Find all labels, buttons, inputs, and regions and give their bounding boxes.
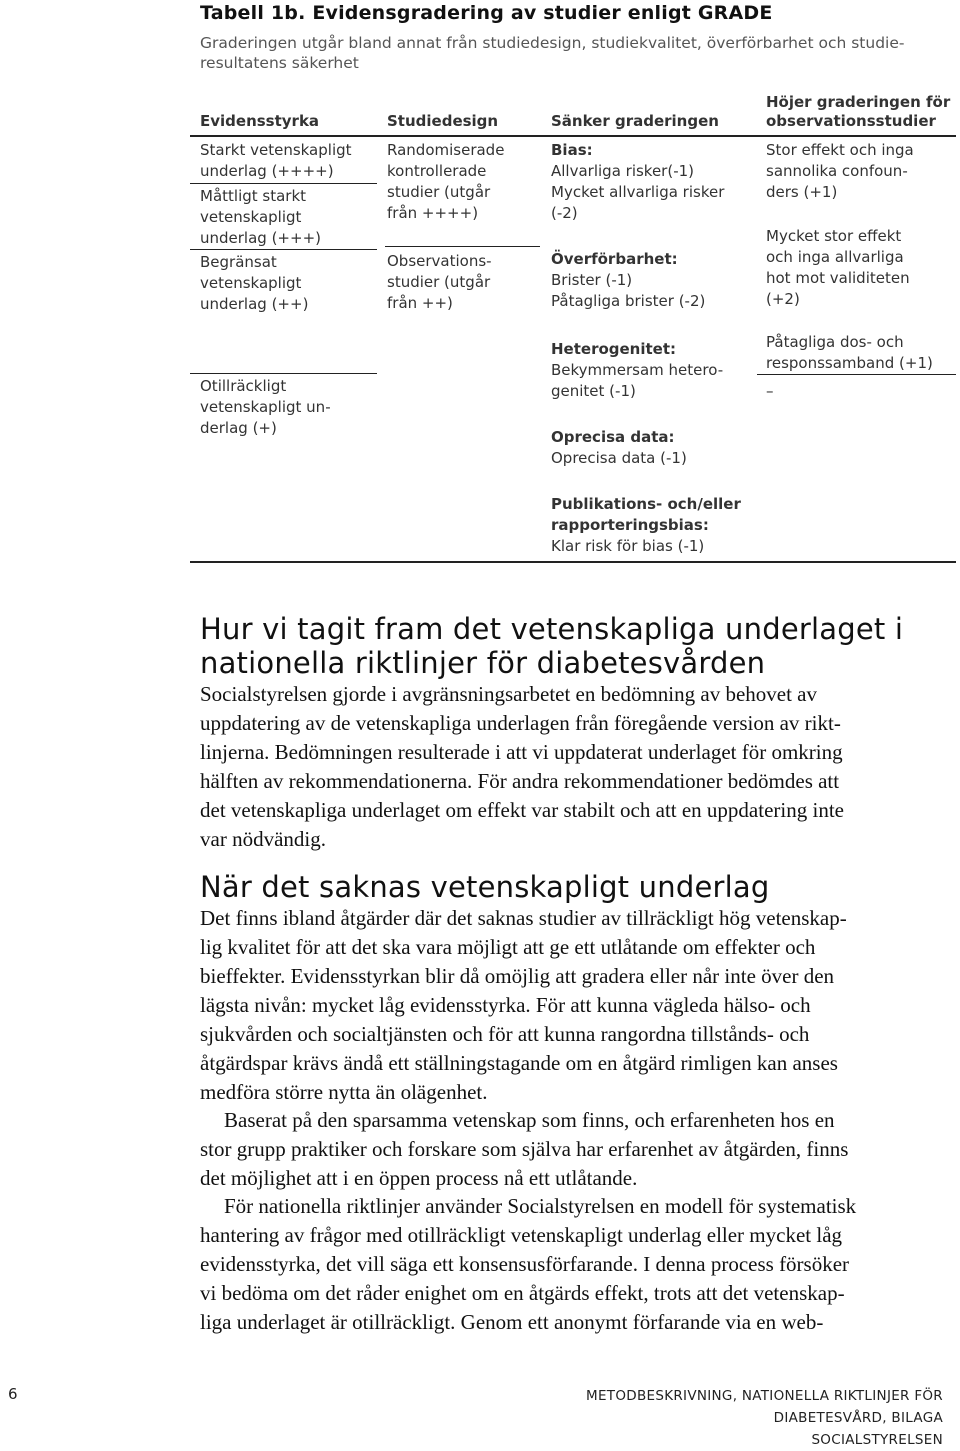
lower-bias-heading: Bias: bbox=[551, 141, 593, 159]
section2-p3-line: vi bedöma om det råder enighet om en åtgärds effekt, trots att det vetenskap- bbox=[200, 1281, 845, 1305]
lower-transferability-heading: Överförbarhet: bbox=[551, 250, 678, 268]
design-randomized-line2: kontrollerade bbox=[387, 162, 487, 180]
lower-publication-line1: Klar risk för bias (-1) bbox=[551, 537, 705, 555]
raise-rule bbox=[757, 374, 956, 375]
lower-heterogeneity-line1: Bekymmersam hetero- bbox=[551, 361, 724, 379]
lower-publication-bias bbox=[551, 494, 741, 557]
section2-p2-line: det möjlighet att i en öppen process nå ett utlåtande. bbox=[200, 1166, 638, 1190]
raise-very-large-line4: (+2) bbox=[766, 290, 800, 308]
design-observational-line2: studier (utgår bbox=[387, 273, 491, 291]
section2-p2-text: Baserat på den sparsamma vetenskap som finns, och erfarenheten hos en bbox=[224, 1108, 835, 1132]
section2-p1-line: lägsta nivån: mycket låg evidensstyrka. För att kunna vägleda hälso- och bbox=[200, 993, 811, 1017]
section2-p2-line bbox=[200, 1106, 945, 1135]
section2-p1-line: sjukvården och socialtjänsten och för att kunna rangordna tillstånds- och bbox=[200, 1022, 810, 1046]
section2-paragraph-3 bbox=[200, 1192, 945, 1337]
lower-bias-line3: (-2) bbox=[551, 204, 578, 222]
section1-heading-line1: Hur vi tagit fram det vetenskapliga underlaget i bbox=[200, 612, 904, 646]
lower-imprecision-line1: Oprecisa data (-1) bbox=[551, 449, 687, 467]
table-title: Tabell 1b. Evidensgradering av studier enligt GRADE bbox=[200, 2, 773, 24]
section2-p1-line: Det finns ibland åtgärder där det saknas studier av tillräckligt hög vetenskap- bbox=[200, 906, 847, 930]
lower-heterogeneity bbox=[551, 339, 723, 402]
header-study-design: Studiedesign bbox=[387, 112, 499, 130]
section1-heading-line2: nationella riktlinjer för diabetesvården bbox=[200, 646, 766, 680]
evidence-insufficient bbox=[200, 376, 331, 439]
footer-line2: SOCIALSTYRELSEN bbox=[811, 1432, 943, 1448]
table-subtitle: Graderingen utgår bland annat från studiedesign, studiekvalitet, överförbarhet och studie-resultatens säkerhet bbox=[200, 34, 905, 72]
lower-bias-line2: Mycket allvarliga risker bbox=[551, 183, 725, 201]
evidence-moderate-line2: vetenskapligt bbox=[200, 208, 302, 226]
lower-heterogeneity-line2: genitet (-1) bbox=[551, 382, 636, 400]
lower-publication-heading2: rapporteringsbias: bbox=[551, 516, 709, 534]
section1-line: var nödvändig. bbox=[200, 827, 326, 851]
raise-dash: – bbox=[766, 382, 774, 400]
raise-very-large-effect bbox=[766, 226, 910, 310]
section2-p1-line: bieffekter. Evidensstyrkan blir då omöjlig att gradera eller når inte över den bbox=[200, 964, 835, 988]
table-bottom-rule bbox=[190, 561, 956, 563]
design-randomized-line3: studier (utgår bbox=[387, 183, 491, 201]
section2-p3-text: För nationella riktlinjer använder Socialstyrelsen en modell för systematisk bbox=[224, 1194, 857, 1218]
raise-very-large-line3: hot mot validiteten bbox=[766, 269, 910, 287]
evidence-moderate-line3: underlag (+++) bbox=[200, 229, 321, 247]
raise-large-line1: Stor effekt och inga bbox=[766, 141, 914, 159]
evidence-rule-1 bbox=[190, 183, 377, 184]
evidence-insufficient-line2: vetenskapligt un- bbox=[200, 398, 331, 416]
raise-large-effect bbox=[766, 140, 914, 203]
lower-heterogeneity-heading: Heterogenitet: bbox=[551, 340, 677, 358]
section1-line: hälften av rekommendationerna. För andra rekommendationer bedömdes att bbox=[200, 769, 840, 793]
lower-bias bbox=[551, 140, 724, 224]
evidence-strong-line2: underlag (++++) bbox=[200, 162, 334, 180]
header-raises-line1: Höjer graderingen för bbox=[766, 93, 951, 111]
evidence-limited-line1: Begränsat bbox=[200, 253, 277, 271]
evidence-limited bbox=[200, 252, 308, 315]
header-raises-line2: observationsstudier bbox=[766, 112, 936, 130]
section2-p2-line: stor grupp praktiker och forskare som själva har erfarenhet av åtgärden, finns bbox=[200, 1137, 849, 1161]
section1-line: det vetenskapliga underlaget om effekt var stabilt och att en uppdatering inte bbox=[200, 798, 844, 822]
raise-large-line2: sannolika confoun- bbox=[766, 162, 908, 180]
lower-transferability-line1: Brister (-1) bbox=[551, 271, 633, 289]
evidence-insufficient-line1: Otillräckligt bbox=[200, 377, 287, 395]
evidence-moderate bbox=[200, 186, 321, 249]
evidence-insufficient-line3: derlag (+) bbox=[200, 419, 277, 437]
design-rule bbox=[385, 246, 540, 247]
lower-transferability-line2: Påtagliga brister (-2) bbox=[551, 292, 706, 310]
section2-p3-line bbox=[200, 1192, 945, 1221]
section1-paragraph bbox=[200, 680, 945, 854]
raise-dose-line1: Påtagliga dos- och bbox=[766, 333, 904, 351]
raise-dose-response bbox=[766, 332, 933, 374]
lower-imprecision-heading: Oprecisa data: bbox=[551, 428, 675, 446]
section2-p1-line: medföra större nytta än olägenhet. bbox=[200, 1080, 488, 1104]
raise-dose-line2: responssamband (+1) bbox=[766, 354, 933, 372]
design-observational-line3: från ++) bbox=[387, 294, 453, 312]
evidence-limited-line2: vetenskapligt bbox=[200, 274, 302, 292]
evidence-limited-line3: underlag (++) bbox=[200, 295, 309, 313]
section2-p3-line: evidensstyrka, det vill säga ett konsensusförfarande. I denna process försöker bbox=[200, 1252, 850, 1276]
design-observational bbox=[387, 251, 492, 314]
section2-heading: När det saknas vetenskapligt underlag bbox=[200, 870, 770, 904]
raise-very-large-line1: Mycket stor effekt bbox=[766, 227, 902, 245]
lower-imprecision bbox=[551, 427, 687, 469]
lower-transferability bbox=[551, 249, 705, 312]
raise-large-line3: ders (+1) bbox=[766, 183, 838, 201]
header-lowers-grading: Sänker graderingen bbox=[551, 112, 719, 130]
evidence-strong bbox=[200, 140, 352, 182]
design-observational-line1: Observations- bbox=[387, 252, 492, 270]
header-evidence-strength: Evidensstyrka bbox=[200, 112, 320, 130]
evidence-rule-3 bbox=[190, 373, 377, 374]
design-randomized-line1: Randomiserade bbox=[387, 141, 505, 159]
design-randomized-line4: från ++++) bbox=[387, 204, 479, 222]
evidence-strong-line1: Starkt vetenskapligt bbox=[200, 141, 352, 159]
footer-line1: METODBESKRIVNING, NATIONELLA RIKTLINJER FÖR DIABETESVÅRD, BILAGA bbox=[586, 1388, 943, 1426]
section1-line: Socialstyrelsen gjorde i avgränsningsarbetet en bedömning av behovet av bbox=[200, 682, 817, 706]
raise-very-large-line2: och inga allvarliga bbox=[766, 248, 904, 266]
header-raises-grading bbox=[766, 93, 950, 131]
section2-p3-line: hantering av frågor med otillräckligt vetenskapligt underlag eller mycket låg bbox=[200, 1223, 843, 1247]
header-rule bbox=[190, 135, 956, 137]
running-footer bbox=[470, 1385, 943, 1451]
evidence-moderate-line1: Måttligt starkt bbox=[200, 187, 307, 205]
page-number: 6 bbox=[8, 1385, 18, 1403]
section2-p3-line: liga underlaget är otillräckligt. Genom ett anonymt förfarande via en web- bbox=[200, 1310, 824, 1334]
section2-paragraph-1 bbox=[200, 904, 945, 1107]
section1-heading bbox=[200, 612, 903, 680]
section2-p1-line: åtgärdspar krävs ändå ett ställningstagande om en åtgärd rimligen kan anses bbox=[200, 1051, 838, 1075]
design-randomized bbox=[387, 140, 504, 224]
lower-bias-line1: Allvarliga risker(-1) bbox=[551, 162, 695, 180]
section2-p1-line: lig kvalitet för att det ska vara möjligt att ge ett utlåtande om effekter och bbox=[200, 935, 816, 959]
section1-line: linjerna. Bedömningen resulterade i att vi uppdaterat underlaget för omkring bbox=[200, 740, 843, 764]
lower-publication-heading1: Publikations- och/eller bbox=[551, 495, 741, 513]
evidence-rule-2 bbox=[190, 249, 377, 250]
section2-paragraph-2 bbox=[200, 1106, 945, 1193]
section1-line: uppdatering av de vetenskapliga underlagen från föregående version av rikt- bbox=[200, 711, 841, 735]
